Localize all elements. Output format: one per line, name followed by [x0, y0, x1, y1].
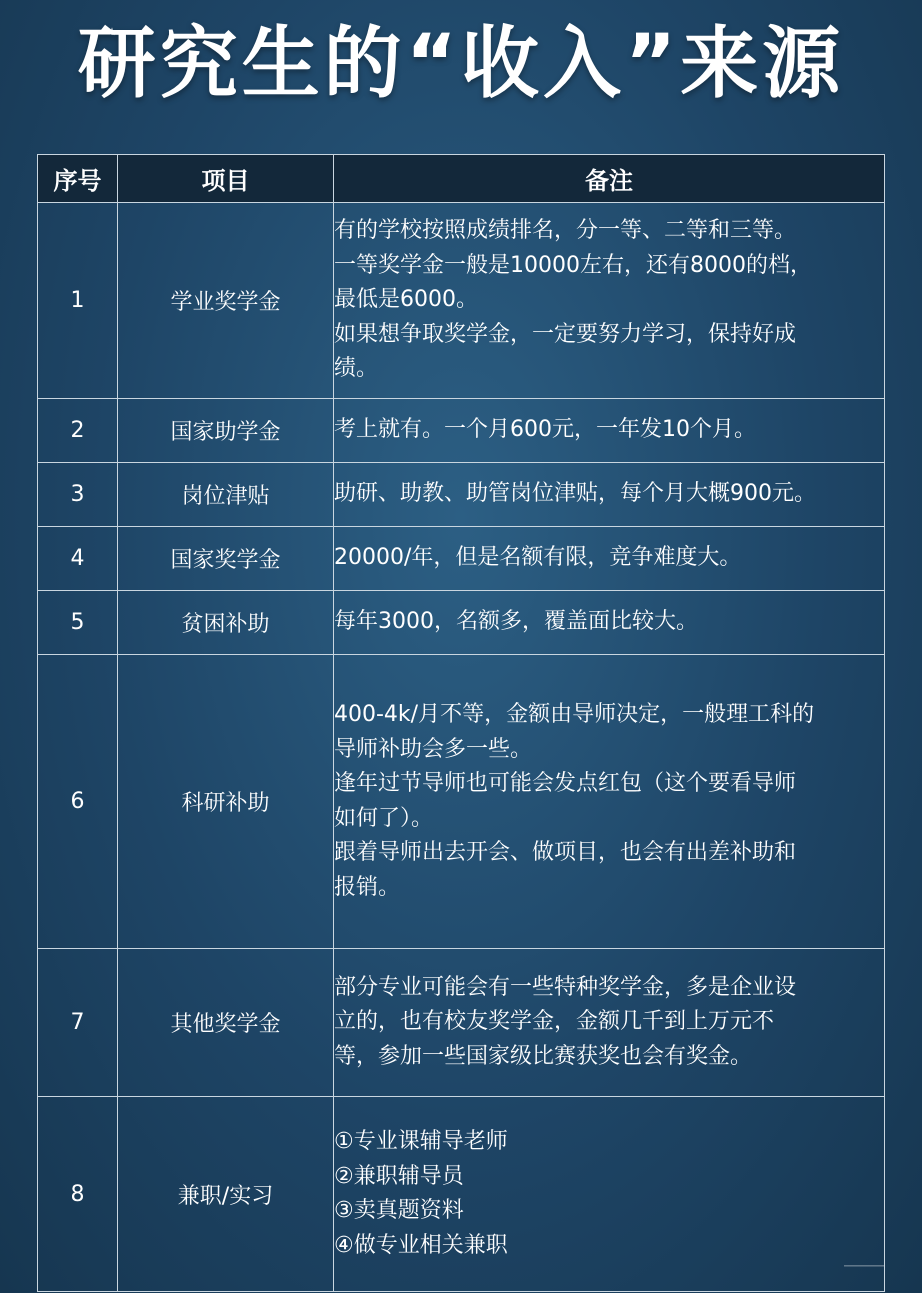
- note-line: 跟着导师出去开会、做项目，也会有出差补助和: [334, 840, 797, 865]
- row-item: 国家助学金: [118, 399, 334, 463]
- note-line: ④做专业相关兼职: [334, 1232, 508, 1258]
- table-row: [38, 1097, 885, 1292]
- note-line: 助研、助教、助管岗位津贴，每个月大概900元。: [334, 481, 816, 507]
- note-line: ③卖真题资料: [334, 1198, 464, 1223]
- table-row: [38, 591, 885, 655]
- header-item: 项目: [118, 155, 334, 203]
- row-item: 兼职/实习: [118, 1097, 334, 1292]
- row-number: 3: [38, 463, 118, 527]
- row-item: 学业奖学金: [118, 203, 334, 399]
- row-item: 岗位津贴: [118, 463, 334, 527]
- row-notes: [334, 949, 885, 1097]
- row-notes: [334, 655, 885, 949]
- row-notes: [334, 399, 885, 463]
- row-number: 8: [38, 1097, 118, 1292]
- note-line: 每年3000，名额多，覆盖面比较大。: [334, 609, 698, 635]
- row-notes: [334, 591, 885, 655]
- note-line: ①专业课辅导老师: [334, 1129, 508, 1154]
- note-line: 立的，也有校友奖学金，金额几千到上万元不: [334, 1009, 775, 1035]
- row-item: 国家奖学金: [118, 527, 334, 591]
- table-row: [38, 527, 885, 591]
- note-line: 绩。: [334, 356, 379, 382]
- row-number: 5: [38, 591, 118, 655]
- row-item: 科研补助: [118, 655, 334, 949]
- note-line: 报销。: [334, 874, 401, 900]
- note-line: 一等奖学金一般是10000左右，还有8000的档，: [334, 252, 812, 278]
- row-number: 6: [38, 655, 118, 949]
- row-notes: [334, 527, 885, 591]
- table-row: [38, 203, 885, 399]
- watermark: ——: [844, 1254, 884, 1276]
- income-sources-table: [37, 154, 885, 1292]
- note-line: ②兼职辅导员: [334, 1163, 464, 1189]
- note-line: 20000/年，但是名额有限，竞争难度大。: [334, 545, 742, 571]
- note-line: 400-4k/月不等，金额由导师决定，一般理工科的: [334, 702, 815, 727]
- note-line: 部分专业可能会有一些特种奖学金，多是企业设: [334, 974, 797, 1000]
- row-number: 4: [38, 527, 118, 591]
- header-number: 序号: [38, 155, 118, 203]
- note-line: 导师补助会多一些。: [334, 736, 533, 762]
- note-line: 如果想争取奖学金，一定要努力学习，保持好成: [334, 321, 797, 347]
- row-notes: [334, 463, 885, 527]
- row-number: 7: [38, 949, 118, 1097]
- note-line: 逢年过节导师也可能会发点红包（这个要看导师: [334, 771, 797, 796]
- note-line: 有的学校按照成绩排名，分一等、二等和三等。: [334, 218, 797, 244]
- note-line: 最低是6000。: [334, 287, 478, 313]
- row-item: 贫困补助: [118, 591, 334, 655]
- row-number: 1: [38, 203, 118, 399]
- table-row: [38, 463, 885, 527]
- row-notes: [334, 1097, 885, 1292]
- row-number: 2: [38, 399, 118, 463]
- table-header-row: [38, 155, 885, 203]
- note-line: 等，参加一些国家级比赛获奖也会有奖金。: [334, 1043, 753, 1069]
- table-row: [38, 655, 885, 949]
- page-title: 研究生的“收入”来源: [77, 19, 845, 109]
- row-notes: [334, 203, 885, 399]
- note-line: 考上就有。一个月600元，一年发10个月。: [334, 417, 756, 443]
- header-notes: 备注: [334, 155, 885, 203]
- note-line: 如何了）。: [334, 805, 434, 831]
- row-item: 其他奖学金: [118, 949, 334, 1097]
- table-row: [38, 399, 885, 463]
- table-row: [38, 949, 885, 1097]
